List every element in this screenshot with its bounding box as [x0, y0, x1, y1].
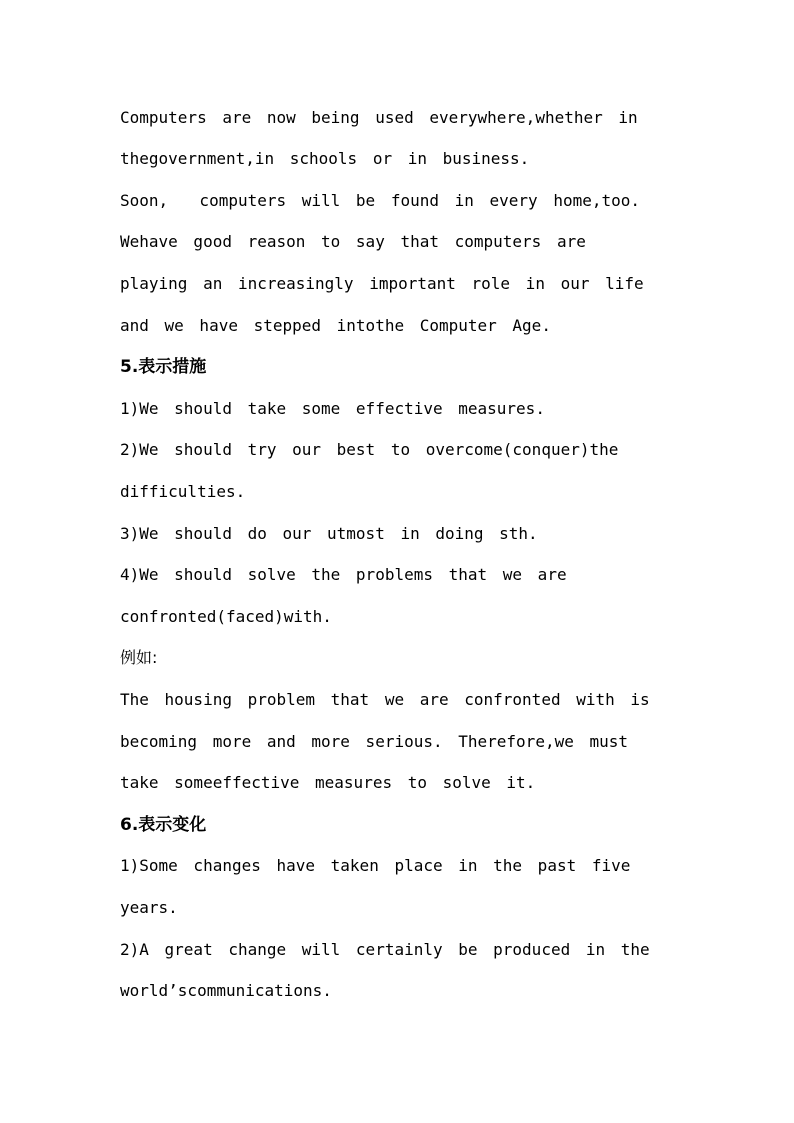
- section-5-item-4-line-1: 4)We should solve the problems that we are: [120, 565, 567, 584]
- intro-line-4: Wehave good reason to say that computers are: [120, 232, 586, 251]
- section-5-heading: 5.表示措施: [120, 357, 207, 377]
- section-5-item-3: 3)We should do our utmost in doing sth.: [120, 524, 538, 543]
- intro-line-6: and we have stepped intothe Computer Age.: [120, 316, 551, 335]
- section-6-heading: 6.表示变化: [120, 815, 207, 835]
- section-5-item-1: 1)We should take some effective measures.: [120, 399, 545, 418]
- section-6-item-1-line-1: 1)Some changes have taken place in the past five: [120, 856, 631, 875]
- section-5-item-2-line-2: difficulties.: [120, 482, 246, 501]
- example-label: 例如:: [120, 648, 158, 667]
- section-6-item-1-line-2: years.: [120, 898, 178, 917]
- intro-line-5: playing an increasingly important role in our life: [120, 274, 644, 293]
- example-line-1: The housing problem that we are confronted with is: [120, 690, 650, 709]
- intro-line-3: Soon, computers will be found in every home,too.: [120, 191, 641, 210]
- section-6-item-2-line-2: world’scommunications.: [120, 981, 332, 1000]
- example-line-3: take someeffective measures to solve it.: [120, 773, 536, 792]
- intro-line-2: thegovernment,in schools or in business.: [120, 149, 530, 168]
- section-5-item-2-line-1: 2)We should try our best to overcome(conquer)the: [120, 440, 619, 459]
- example-line-2: becoming more and more serious. Therefore,we must: [120, 732, 629, 751]
- section-6-item-2-line-1: 2)A great change will certainly be produced in the: [120, 940, 650, 959]
- intro-line-1: Computers are now being used everywhere,whether in: [120, 108, 638, 127]
- section-5-item-4-line-2: confronted(faced)with.: [120, 607, 332, 626]
